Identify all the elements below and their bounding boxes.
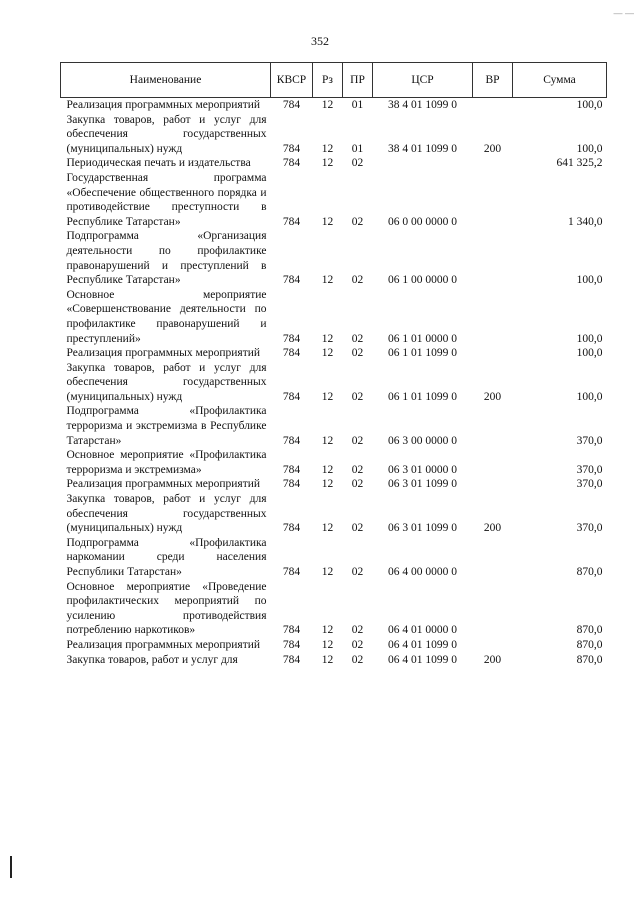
cell-kvsr: 784 — [282, 566, 301, 578]
cell-sum: 100,0 — [576, 347, 603, 360]
cell-rz: 12 — [321, 566, 334, 578]
cell-vr: 200 — [483, 390, 502, 403]
cell-kvsr: 784 — [282, 624, 301, 637]
cell-csr: 06 4 01 0000 0 — [388, 624, 457, 637]
cell-kvsr: 784 — [282, 347, 301, 360]
budget-table — [60, 62, 607, 667]
cell-vr — [473, 448, 513, 477]
cell-csr: 06 3 01 0000 0 — [388, 463, 457, 476]
cell-pr: 01 — [351, 142, 364, 155]
cell-vr — [473, 156, 513, 171]
cell-kvsr: 784 — [282, 463, 301, 476]
cell-vr — [473, 346, 513, 361]
cell-name: Реализация программных мероприятий — [66, 99, 261, 111]
cell-csr: 06 1 00 0000 0 — [388, 274, 457, 287]
cell-csr: 06 4 01 1099 0 — [388, 653, 457, 666]
table-row — [61, 171, 607, 229]
cell-name: Государственная программа «Обеспечение общественного порядка и противодействие преступности в Республике Татарстан» — [66, 171, 267, 228]
cell-pr: 02 — [351, 347, 364, 360]
page-number: 352 — [311, 34, 329, 48]
table-row — [61, 113, 607, 157]
cell-rz: 12 — [321, 99, 334, 111]
cell-vr — [473, 404, 513, 448]
table-row — [61, 477, 607, 492]
cell-kvsr: 784 — [282, 638, 301, 651]
cell-sum: 370,0 — [576, 522, 603, 535]
header-rz: Рз — [313, 63, 343, 98]
header-kvsr: КВСР — [271, 63, 313, 98]
cell-name: Реализация программных мероприятий — [66, 638, 261, 651]
cell-name: Подпрограмма «Организация деятельности по профилактике правонарушений и преступлений в Республике Татарстан» — [66, 230, 267, 287]
cell-vr — [473, 477, 513, 492]
cell-vr — [473, 580, 513, 638]
table-row — [61, 404, 607, 448]
cell-pr: 02 — [351, 478, 364, 491]
cell-pr: 02 — [351, 624, 364, 637]
cell-kvsr: 784 — [282, 522, 301, 535]
cell-sum: 870,0 — [576, 624, 603, 637]
cell-csr: 38 4 01 1099 0 — [388, 99, 457, 111]
cell-pr: 02 — [351, 434, 364, 447]
cell-csr: 06 3 00 0000 0 — [388, 434, 457, 447]
cell-name: Реализация программных мероприятий — [66, 478, 261, 491]
table-body — [61, 98, 607, 668]
table-row — [61, 492, 607, 536]
cell-name: Закупка товаров, работ и услуг для обеспечения государственных (муниципальных) нужд — [66, 361, 267, 403]
cell-kvsr: 784 — [282, 142, 301, 155]
cell-pr: 02 — [351, 332, 364, 345]
cell-rz: 12 — [321, 142, 334, 155]
table-row — [61, 156, 607, 171]
table-row — [61, 361, 607, 405]
cell-rz: 12 — [321, 463, 334, 476]
cell-name: Закупка товаров, работ и услуг для обеспечения государственных (муниципальных) нужд — [66, 113, 267, 155]
cell-rz: 12 — [321, 274, 334, 287]
cell-vr: 200 — [483, 653, 502, 666]
header-vr: ВР — [473, 63, 513, 98]
cell-name: Основное мероприятие «Проведение профилактических мероприятий по усилению противодействия потреблению наркотиков» — [66, 580, 267, 637]
cell-sum: 100,0 — [576, 332, 603, 345]
cell-kvsr: 784 — [282, 274, 301, 287]
cell-sum: 370,0 — [576, 463, 603, 476]
table-row — [61, 448, 607, 477]
cell-pr: 02 — [351, 390, 364, 403]
cell-rz: 12 — [321, 347, 334, 360]
cell-vr — [473, 98, 513, 113]
header-csr: ЦСР — [373, 63, 473, 98]
cell-name: Закупка товаров, работ и услуг для обеспечения государственных (муниципальных) нужд — [66, 493, 267, 535]
table-row — [61, 536, 607, 580]
cell-pr: 02 — [351, 463, 364, 476]
cell-name: Основное мероприятие «Совершенствование деятельности по профилактике правонарушений и преступлений» — [66, 288, 267, 345]
cell-vr — [473, 638, 513, 653]
cell-name: Реализация программных мероприятий — [66, 347, 261, 360]
cell-vr — [473, 229, 513, 287]
cell-vr: 200 — [483, 142, 502, 155]
cell-pr: 01 — [351, 99, 364, 111]
header-pr: ПР — [343, 63, 373, 98]
table-row — [61, 580, 607, 638]
cell-sum: 100,0 — [576, 274, 603, 287]
cell-csr: 06 3 01 1099 0 — [388, 478, 457, 491]
cell-pr: 02 — [351, 566, 364, 578]
cell-rz: 12 — [321, 434, 334, 447]
cell-rz: 12 — [321, 332, 334, 345]
cell-csr: 06 0 00 0000 0 — [388, 215, 457, 228]
cell-csr: 38 4 01 1099 0 — [388, 142, 457, 155]
cell-csr: 06 4 00 0000 0 — [388, 566, 457, 578]
cell-csr: 06 4 01 1099 0 — [388, 638, 457, 651]
table-row — [61, 98, 607, 113]
cell-rz: 12 — [321, 522, 334, 535]
corner-mark: — — — [613, 8, 634, 18]
header-sum: Сумма — [513, 63, 607, 98]
cell-sum: 370,0 — [576, 434, 603, 447]
cell-csr: 06 1 01 1099 0 — [388, 347, 457, 360]
cell-vr — [473, 171, 513, 229]
cell-csr: 06 1 01 0000 0 — [388, 332, 457, 345]
table-row — [61, 229, 607, 287]
header-name: Наименование — [61, 63, 271, 98]
cell-sum: 870,0 — [576, 638, 603, 651]
cell-rz: 12 — [321, 478, 334, 491]
cell-pr: 02 — [351, 215, 364, 228]
cell-pr: 02 — [351, 274, 364, 287]
cell-kvsr: 784 — [282, 99, 301, 111]
cell-sum: 100,0 — [576, 99, 603, 111]
cell-pr: 02 — [351, 157, 364, 170]
table-row — [61, 653, 607, 668]
cell-rz: 12 — [321, 157, 334, 170]
cell-sum: 870,0 — [576, 653, 603, 666]
cell-kvsr: 784 — [282, 332, 301, 345]
cell-sum: 1 340,0 — [568, 215, 603, 228]
cell-name: Периодическая печать и издательства — [66, 157, 251, 170]
cell-kvsr: 784 — [282, 390, 301, 403]
cell-sum: 870,0 — [576, 566, 603, 578]
cell-kvsr: 784 — [282, 215, 301, 228]
margin-tick — [10, 856, 12, 878]
cell-vr — [473, 288, 513, 346]
cell-csr — [373, 156, 473, 171]
cell-rz: 12 — [321, 653, 334, 666]
cell-name: Закупка товаров, работ и услуг для — [66, 653, 238, 666]
table-row — [61, 638, 607, 653]
table-row — [61, 288, 607, 346]
cell-name: Подпрограмма «Профилактика наркомании среди населения Республики Татарстан» — [66, 536, 267, 578]
cell-name: Основное мероприятие «Профилактика терроризма и экстремизма» — [66, 449, 267, 476]
cell-csr: 06 1 01 1099 0 — [388, 390, 457, 403]
cell-kvsr: 784 — [282, 157, 301, 170]
cell-sum: 641 325,2 — [556, 157, 603, 170]
cell-vr: 200 — [483, 522, 502, 535]
cell-name: Подпрограмма «Профилактика терроризма и экстремизма в Республике Татарстан» — [66, 405, 267, 447]
cell-pr: 02 — [351, 522, 364, 535]
cell-sum: 100,0 — [576, 390, 603, 403]
cell-rz: 12 — [321, 390, 334, 403]
cell-rz: 12 — [321, 215, 334, 228]
cell-pr: 02 — [351, 638, 364, 651]
cell-pr: 02 — [351, 653, 364, 666]
cell-kvsr: 784 — [282, 653, 301, 666]
cell-sum: 100,0 — [576, 142, 603, 155]
cell-sum: 370,0 — [576, 478, 603, 491]
cell-rz: 12 — [321, 624, 334, 637]
cell-vr — [473, 536, 513, 580]
table-header-row — [61, 63, 607, 98]
table-row — [61, 346, 607, 361]
cell-kvsr: 784 — [282, 478, 301, 491]
cell-csr: 06 3 01 1099 0 — [388, 522, 457, 535]
cell-kvsr: 784 — [282, 434, 301, 447]
cell-rz: 12 — [321, 638, 334, 651]
